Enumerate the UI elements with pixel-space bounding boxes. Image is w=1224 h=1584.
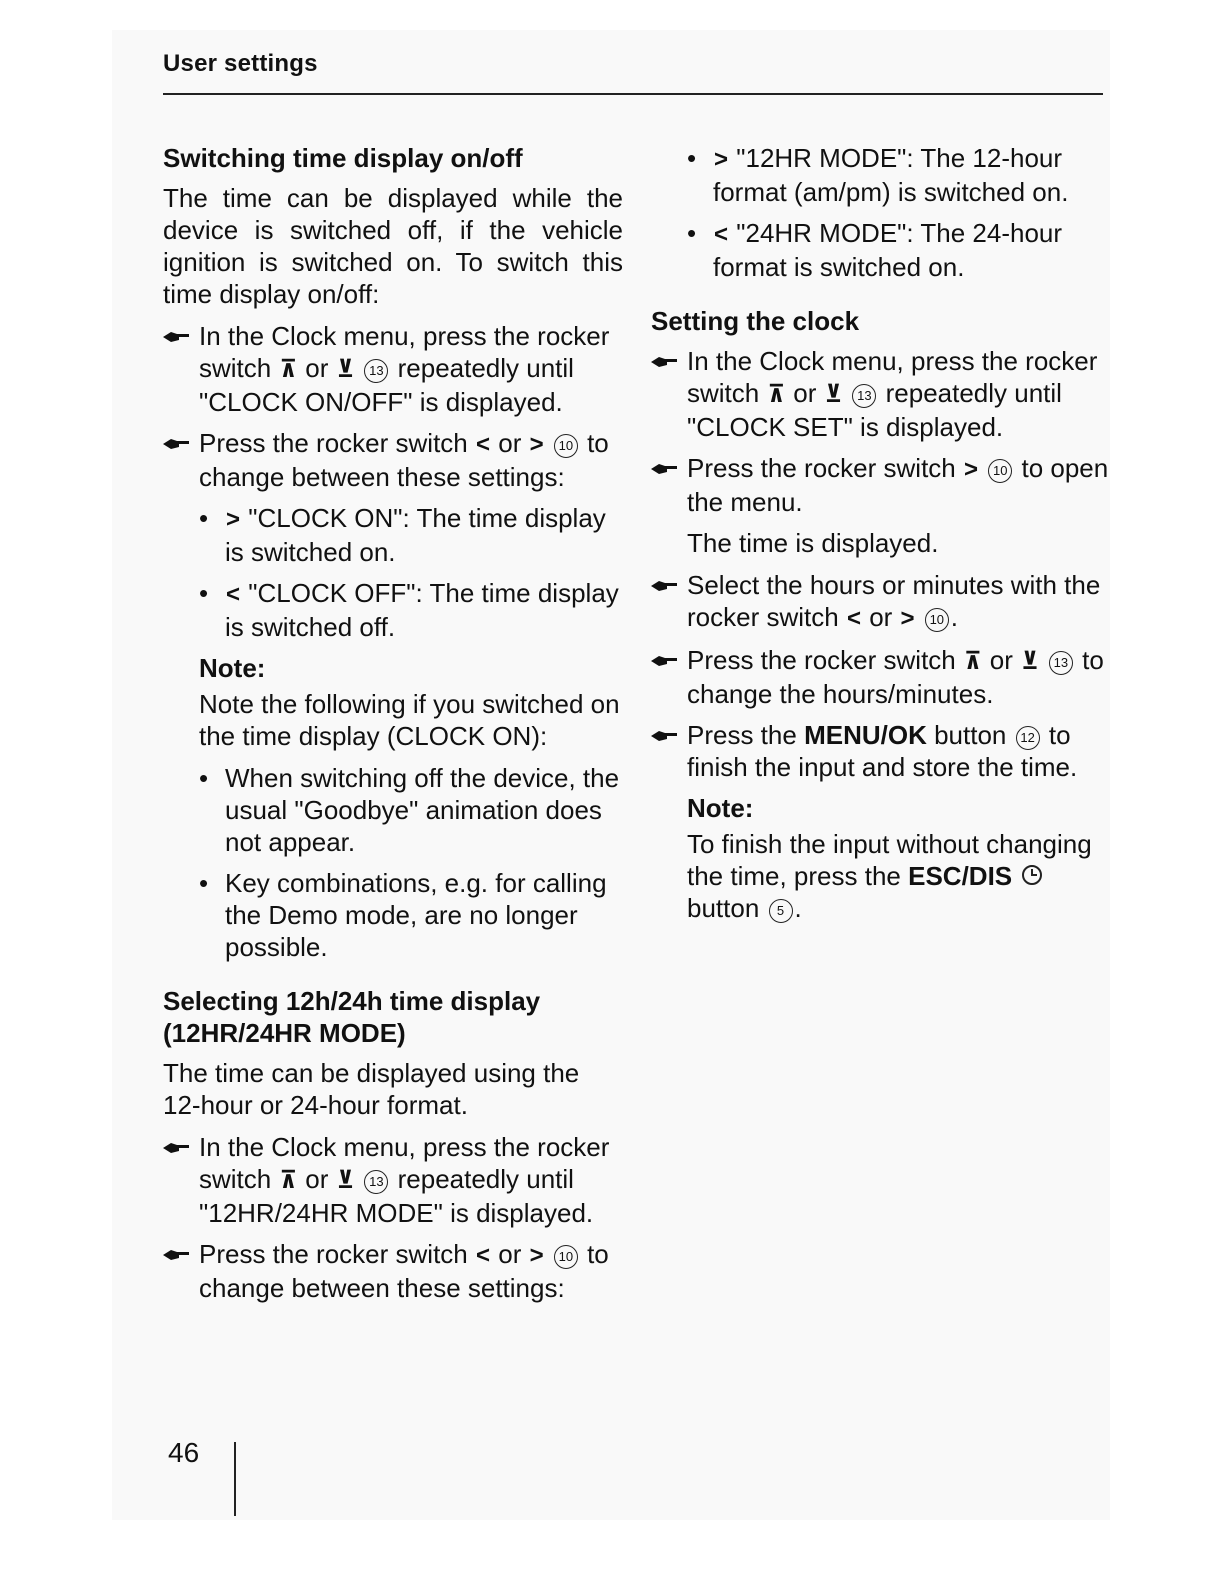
- rocker-up-icon: ⊼: [279, 356, 298, 383]
- paragraph-12h-24h-intro: The time can be displayed using the 12-hour or 24-hour format.: [163, 1058, 580, 1120]
- callout-10: 10: [988, 459, 1012, 483]
- option-12hr-mode: • > "12HR MODE": The 12-hour format (am/pm) is switched on.: [687, 143, 1069, 207]
- clock-icon: [1022, 865, 1042, 885]
- step-set-clock-3: Select the hours or minutes with the rocker switch < or > 10 .: [651, 569, 1111, 635]
- left-column: [163, 142, 623, 1313]
- callout-13: 13: [364, 1170, 388, 1194]
- callout-13: 13: [1049, 651, 1073, 675]
- step-set-clock-2-result: The time is displayed.: [687, 528, 939, 558]
- rocker-down-icon: ⊻: [336, 356, 355, 383]
- step-set-clock-4: Press the rocker switch ⊼ or ⊻ 13 to change the hours/minutes.: [651, 644, 1111, 710]
- callout-13: 13: [364, 359, 388, 383]
- step-clock-onoff-2: Press the rocker switch < or > 10 to change between these settings:: [163, 427, 623, 493]
- note-bullet-key-combinations: • Key combinations, e.g. for calling the Demo mode, are no longer possible.: [199, 868, 607, 962]
- rocker-down-icon: ⊻: [1021, 648, 1039, 675]
- callout-10: 10: [925, 608, 949, 632]
- callout-10: 10: [554, 1245, 578, 1269]
- pointing-hand-icon: [651, 355, 677, 369]
- note-text: Note the following if you switched on the time display (CLOCK ON):: [199, 689, 620, 751]
- callout-10: 10: [554, 434, 578, 458]
- rocker-left-icon: <: [475, 431, 490, 458]
- set-clock-note: [651, 792, 1111, 924]
- rocker-up-icon: ⊼: [279, 1167, 298, 1194]
- rocker-right-icon: >: [226, 506, 241, 533]
- page-number: 46: [168, 1437, 200, 1468]
- step-set-clock-1: In the Clock menu, press the rocker switch ⊼ or ⊻ 13 repeatedly until "CLOCK SET" is displayed.: [651, 345, 1111, 443]
- option-clock-on: • > "CLOCK ON": The time display is switched on.: [199, 503, 606, 567]
- pointing-hand-icon: [651, 729, 677, 743]
- rocker-right-icon: >: [963, 456, 978, 483]
- rocker-left-icon: <: [226, 581, 241, 608]
- page-number-bar: [234, 1442, 236, 1516]
- rocker-right-icon: >: [529, 431, 544, 458]
- note-text: To finish the input without changing the time, press the ESC/DIS button 5 .: [687, 829, 1092, 923]
- rocker-up-icon: ⊼: [963, 648, 982, 675]
- clock-options: [163, 502, 623, 963]
- rocker-left-icon: <: [475, 1242, 490, 1269]
- rocker-right-icon: >: [714, 146, 729, 173]
- step-clock-onoff-1: In the Clock menu, press the rocker switch ⊼ or ⊻ 13 repeatedly until "CLOCK ON/OFF" is displayed.: [163, 320, 623, 418]
- note-title: Note:: [199, 653, 266, 683]
- option-clock-off: • < "CLOCK OFF": The time display is switched off.: [199, 578, 619, 642]
- header-title: User settings: [163, 50, 318, 77]
- step-12h-24h-2: Press the rocker switch < or > 10 to change between these settings:: [163, 1238, 623, 1304]
- rocker-left-icon: <: [846, 605, 861, 632]
- paragraph-time-display-intro: The time can be displayed while the device is switched off, if the vehicle ignition is switched on. To switch this time display on/off:: [163, 183, 623, 309]
- menu-ok-label: MENU/OK: [804, 720, 927, 750]
- rocker-right-icon: >: [900, 605, 915, 632]
- callout-12: 12: [1016, 726, 1040, 750]
- rocker-down-icon: ⊻: [824, 381, 843, 408]
- pointing-hand-icon: [651, 654, 677, 668]
- rocker-left-icon: <: [714, 221, 729, 248]
- pointing-hand-icon: [651, 579, 677, 593]
- pointing-hand-icon: [163, 437, 189, 451]
- rocker-up-icon: ⊼: [767, 381, 786, 408]
- step-set-clock-5: Press the MENU/OK button 12 to finish the input and store the time.: [651, 719, 1111, 783]
- rocker-right-icon: >: [529, 1242, 544, 1269]
- section-title-12h-24h: Selecting 12h/24h time display (12HR/24HR MODE): [163, 986, 541, 1048]
- step-set-clock-2: Press the rocker switch > 10 to open the menu.: [651, 452, 1111, 518]
- pointing-hand-icon: [163, 1248, 189, 1262]
- pointing-hand-icon: [163, 1141, 189, 1155]
- note-bullet-goodbye: • When switching off the device, the usual "Goodbye" animation does not appear.: [199, 763, 620, 857]
- note-title: Note:: [687, 793, 754, 823]
- option-24hr-mode: • < "24HR MODE": The 24-hour format is switched on.: [687, 218, 1063, 282]
- header-rule: [163, 93, 1103, 95]
- callout-13: 13: [852, 384, 876, 408]
- section-title-setting-clock: Setting the clock: [651, 306, 860, 336]
- rocker-down-icon: ⊻: [336, 1167, 355, 1194]
- pointing-hand-icon: [163, 330, 189, 344]
- pointing-hand-icon: [651, 462, 677, 476]
- step-12h-24h-1: In the Clock menu, press the rocker switch ⊼ or ⊻ 13 repeatedly until "12HR/24HR MODE" is displayed.: [163, 1131, 623, 1229]
- section-title-time-display: Switching time display on/off: [163, 143, 523, 173]
- right-column: [651, 142, 1111, 934]
- esc-dis-label: ESC/DIS: [908, 861, 1013, 891]
- callout-5: 5: [769, 899, 793, 923]
